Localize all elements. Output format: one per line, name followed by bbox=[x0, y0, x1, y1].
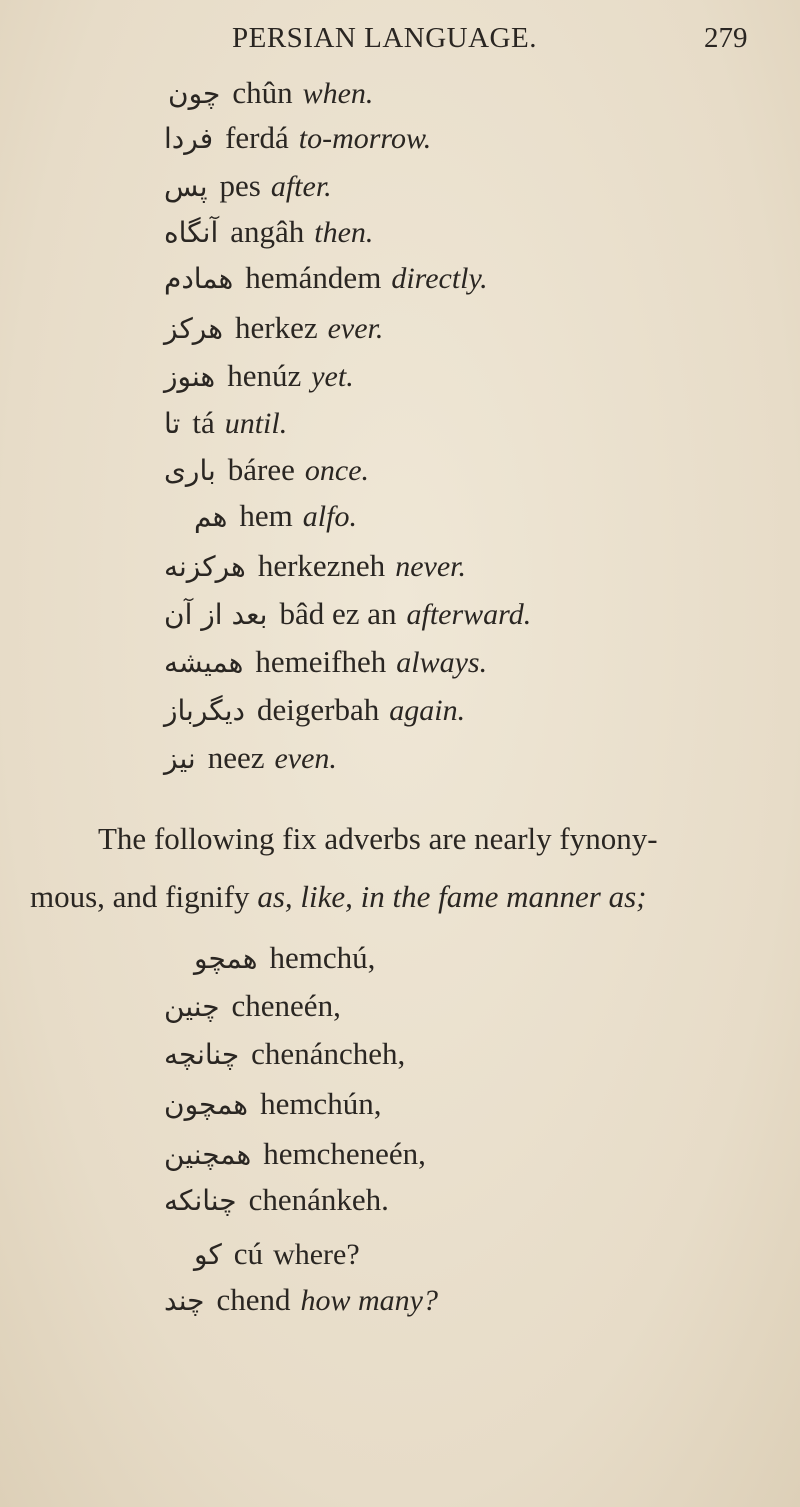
meaning: after. bbox=[270, 170, 332, 203]
persian-word: همچنین bbox=[164, 1138, 252, 1171]
paragraph-italic: as, like, in the fame manner as; bbox=[257, 879, 647, 914]
meaning: then. bbox=[314, 216, 374, 249]
transliteration: herkez bbox=[235, 310, 318, 345]
persian-word: بعد از آن bbox=[164, 598, 268, 631]
adverb-entry bbox=[164, 548, 466, 592]
adverb-entry bbox=[164, 1086, 381, 1130]
transliteration: bâd ez an bbox=[279, 596, 397, 631]
meaning: how many? bbox=[300, 1284, 438, 1317]
meaning: even. bbox=[274, 742, 337, 775]
persian-word: چند bbox=[164, 1284, 205, 1317]
paragraph-text: mous, and fignify bbox=[30, 879, 258, 914]
paragraph-line: The following fix adverbs are nearly fynony- bbox=[98, 821, 658, 856]
transliteration: henúz bbox=[227, 358, 302, 393]
adverb-entry bbox=[164, 214, 373, 258]
paragraph-line bbox=[30, 868, 790, 926]
adverb-entry bbox=[168, 75, 373, 119]
persian-word: هنوز bbox=[164, 360, 216, 393]
transliteration: tá bbox=[192, 405, 215, 440]
running-title: PERSIAN LANGUAGE. bbox=[232, 22, 537, 54]
adverb-entry bbox=[164, 596, 531, 640]
persian-word: دیگرباز bbox=[164, 694, 246, 727]
persian-word: همچون bbox=[164, 1088, 249, 1121]
adverb-entry bbox=[164, 452, 369, 496]
persian-word: هرکز bbox=[164, 312, 223, 345]
adverb-entry bbox=[164, 310, 383, 354]
transliteration: pes bbox=[219, 168, 261, 203]
meaning: yet. bbox=[311, 360, 354, 393]
meaning: ever. bbox=[327, 312, 384, 345]
persian-word: همچو bbox=[194, 942, 258, 975]
transliteration: herkezneh bbox=[257, 548, 386, 583]
meaning: to-morrow. bbox=[298, 122, 432, 155]
transliteration: angâh bbox=[230, 214, 305, 249]
adverb-entry bbox=[164, 1282, 438, 1326]
transliteration: hemándem bbox=[245, 260, 382, 295]
meaning: once. bbox=[304, 454, 370, 487]
adverb-entry bbox=[164, 405, 287, 449]
body-paragraph bbox=[30, 810, 790, 926]
adverb-entry bbox=[164, 260, 488, 304]
persian-word: چنانچه bbox=[164, 1038, 240, 1071]
adverb-entry bbox=[194, 940, 375, 984]
transliteration: hemeifheh bbox=[255, 644, 387, 679]
adverb-entry bbox=[164, 692, 465, 736]
meaning: when. bbox=[302, 77, 374, 110]
transliteration: hemchún, bbox=[260, 1086, 382, 1121]
transliteration: báree bbox=[227, 452, 295, 487]
meaning: always. bbox=[396, 646, 488, 679]
persian-word: چنین bbox=[164, 990, 220, 1023]
transliteration: chend bbox=[216, 1282, 291, 1317]
persian-word: آنگاه bbox=[164, 216, 219, 249]
transliteration: hemchú, bbox=[269, 940, 376, 975]
page-number: 279 bbox=[704, 22, 748, 54]
adverb-entry bbox=[164, 988, 341, 1032]
persian-word: پس bbox=[164, 170, 208, 203]
adverb-entry bbox=[164, 1136, 426, 1180]
persian-word: فردا bbox=[164, 122, 214, 155]
persian-word: چنانکه bbox=[164, 1184, 237, 1217]
adverb-entry bbox=[164, 1182, 389, 1226]
persian-word: همیشه bbox=[164, 646, 244, 679]
adverb-entry bbox=[164, 1036, 405, 1080]
transliteration: neez bbox=[207, 740, 265, 775]
transliteration: hemcheneén, bbox=[263, 1136, 426, 1171]
transliteration: cú bbox=[233, 1236, 264, 1271]
meaning: never. bbox=[395, 550, 466, 583]
persian-word: هرکزنه bbox=[164, 550, 246, 583]
transliteration: hem bbox=[239, 498, 293, 533]
adverb-entry bbox=[164, 740, 337, 784]
transliteration: deigerbah bbox=[257, 692, 380, 727]
adverb-entry bbox=[164, 644, 487, 688]
persian-word: نیز bbox=[164, 742, 196, 775]
transliteration: chenánkeh. bbox=[248, 1182, 389, 1217]
meaning: until. bbox=[224, 407, 288, 440]
meaning: again. bbox=[389, 694, 466, 727]
persian-word: تا bbox=[164, 407, 181, 440]
transliteration: cheneén, bbox=[231, 988, 341, 1023]
adverb-entry bbox=[194, 498, 357, 542]
persian-word: باری bbox=[164, 454, 216, 487]
persian-word: کو bbox=[194, 1238, 222, 1271]
adverb-entry bbox=[164, 120, 431, 164]
adverb-entry bbox=[164, 358, 354, 402]
transliteration: chûn bbox=[232, 75, 293, 110]
meaning: directly. bbox=[391, 262, 488, 295]
persian-word: همادم bbox=[164, 262, 234, 295]
page-header bbox=[0, 22, 800, 62]
adverb-entry bbox=[194, 1236, 360, 1280]
transliteration: chenáncheh, bbox=[251, 1036, 406, 1071]
meaning: afterward. bbox=[406, 598, 532, 631]
adverb-entry bbox=[164, 168, 332, 212]
transliteration: ferdá bbox=[225, 120, 289, 155]
meaning: where? bbox=[273, 1238, 360, 1271]
persian-word: چون bbox=[168, 77, 221, 110]
persian-word: هم bbox=[194, 500, 228, 533]
meaning: alfo. bbox=[302, 500, 357, 533]
